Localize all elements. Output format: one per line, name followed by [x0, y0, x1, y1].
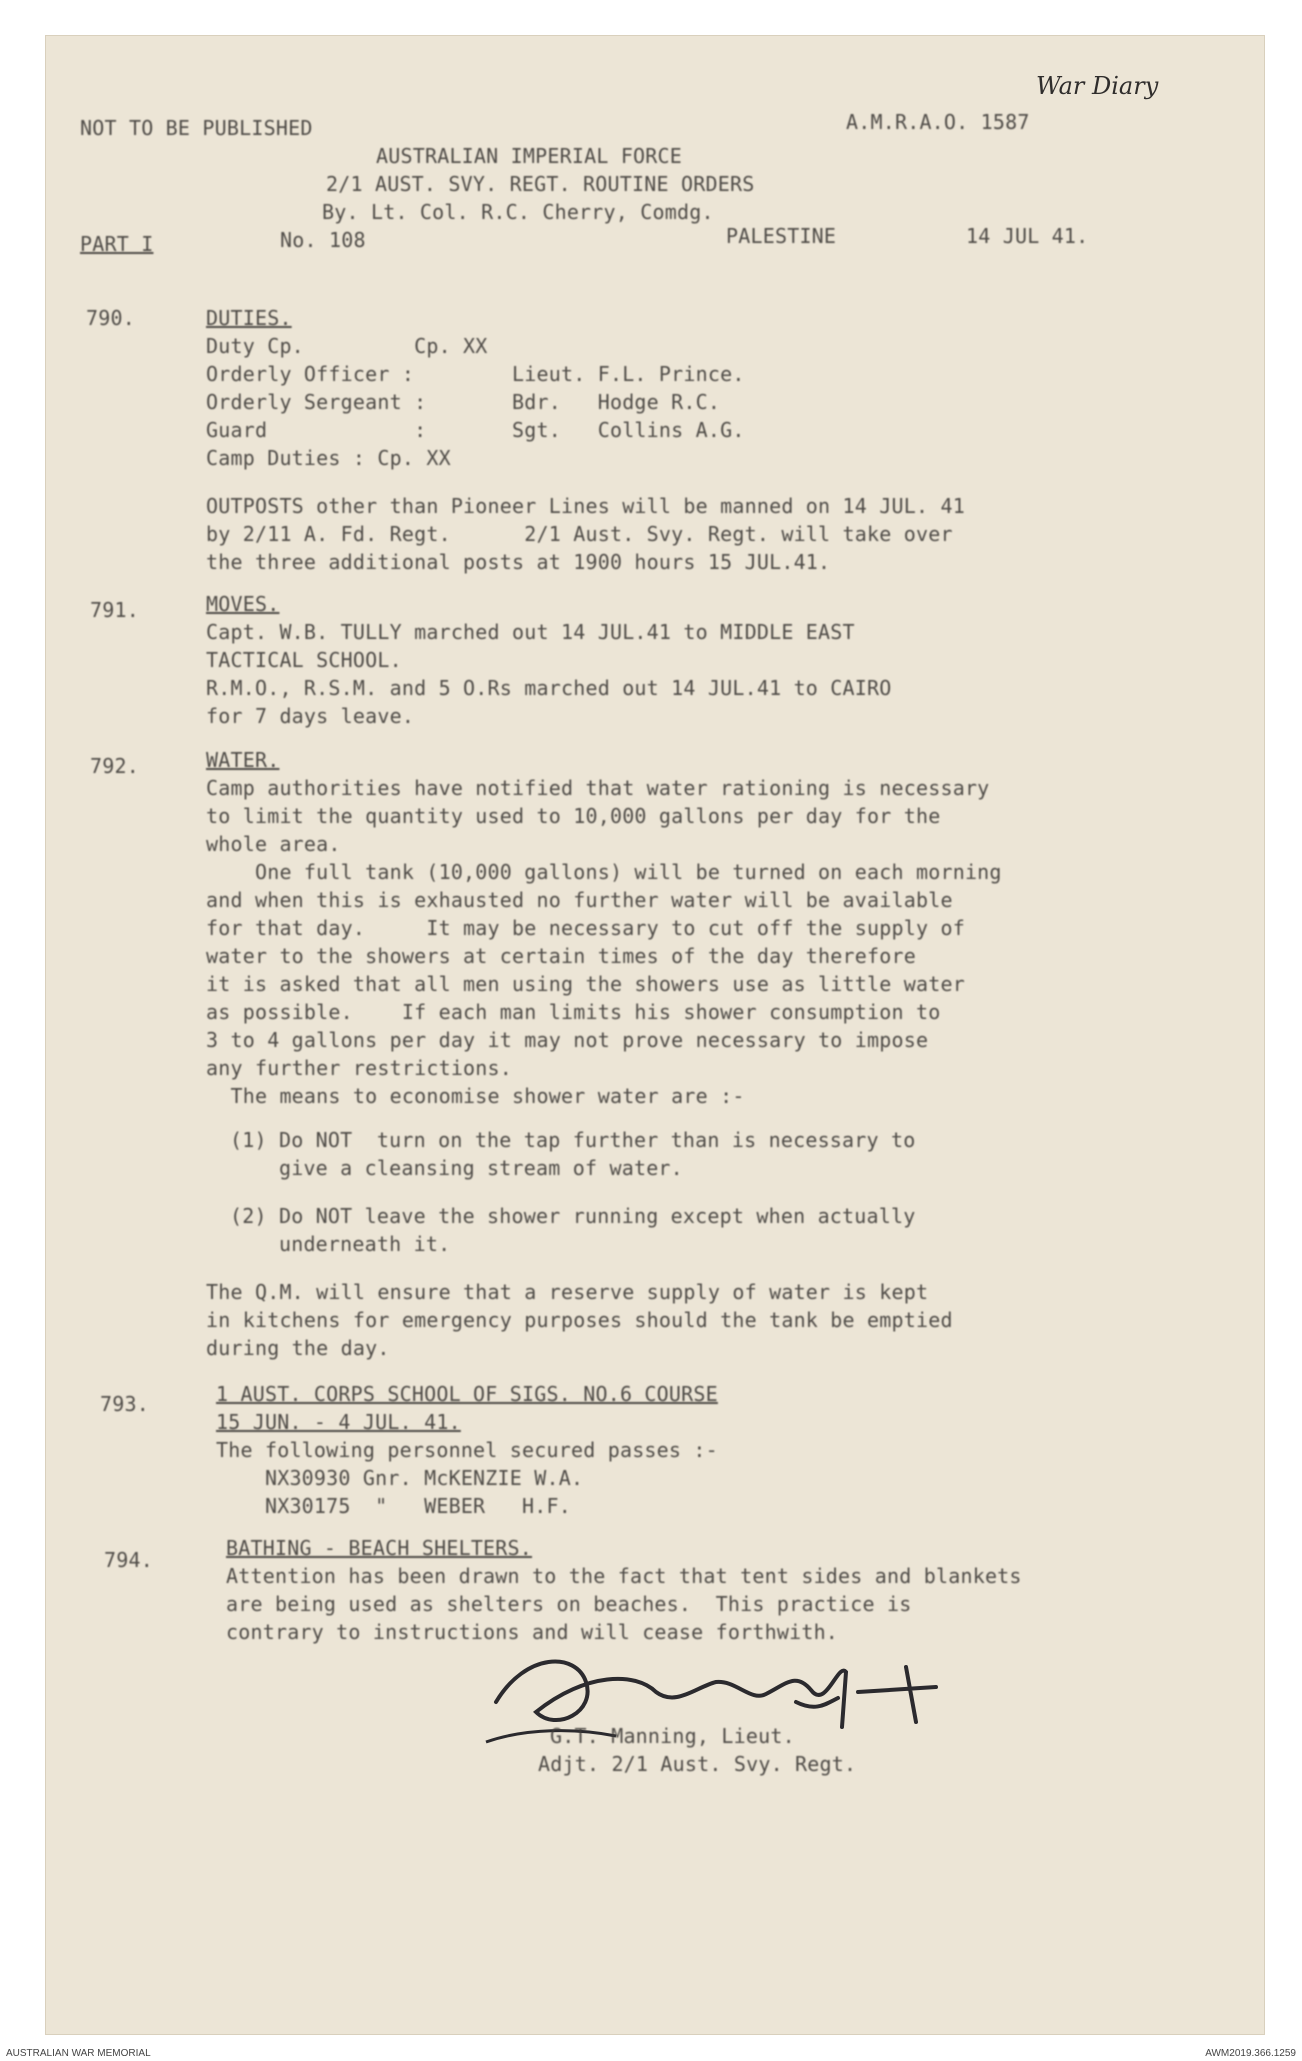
item-number: 793. — [100, 1392, 149, 1416]
unit-orders-title: 2/1 AUST. SVY. REGT. ROUTINE ORDERS — [326, 172, 755, 196]
duty-line: Camp Duties : Cp. XX — [206, 446, 451, 470]
item-title: MOVES. — [206, 592, 280, 616]
item-number: 794. — [104, 1548, 153, 1572]
footer-id: AWM2019.366.1259 — [1205, 2048, 1296, 2059]
commander-line: By. Lt. Col. R.C. Cherry, Comdg. — [322, 200, 714, 224]
paragraph-line: for 7 days leave. — [206, 704, 415, 728]
item-number: 790. — [86, 306, 135, 330]
reference-number: A.M.R.A.O. 1587 — [846, 110, 1030, 134]
order-date: 14 JUL 41. — [966, 224, 1089, 248]
part-label: PART I — [80, 232, 154, 256]
paragraph-line: for that day. It may be necessary to cut off the supply of — [206, 916, 965, 940]
paragraph-line: any further restrictions. — [206, 1056, 513, 1080]
item-title: DUTIES. — [206, 306, 292, 330]
paragraph-line: Camp authorities have notified that water rationing is necessary — [206, 776, 990, 800]
item-number: 792. — [90, 754, 139, 778]
place-label: PALESTINE — [726, 224, 837, 248]
paragraph-line: it is asked that all men using the showers use as little water — [206, 972, 965, 996]
paragraph-line: OUTPOSTS other than Pioneer Lines will be manned on 14 JUL. 41 — [206, 494, 965, 518]
paragraph-line: contrary to instructions and will cease forthwith. — [226, 1620, 839, 1644]
duty-line: Duty Cp. Cp. XX — [206, 334, 488, 358]
paragraph-line: during the day. — [206, 1336, 390, 1360]
sub-item-line: (1) Do NOT turn on the tap further than is necessary to — [230, 1128, 916, 1152]
paragraph-line: 3 to 4 gallons per day it may not prove necessary to impose — [206, 1028, 929, 1052]
paragraph-line: TACTICAL SCHOOL. — [206, 648, 402, 672]
signatory-name: G.T. Manning, Lieut. — [550, 1724, 795, 1748]
paragraph-line: by 2/11 A. Fd. Regt. 2/1 Aust. Svy. Regt. will take over — [206, 522, 953, 546]
signatory-title: Adjt. 2/1 Aust. Svy. Regt. — [538, 1752, 857, 1776]
paragraph-line: in kitchens for emergency purposes should the tank be emptied — [206, 1308, 953, 1332]
paragraph-line: The following personnel secured passes :- — [216, 1438, 718, 1462]
paragraph-line: and when this is exhausted no further water will be available — [206, 888, 953, 912]
paragraph-line: The means to economise shower water are :- — [206, 1084, 745, 1108]
sub-item-line: (2) Do NOT leave the shower running except when actually — [230, 1204, 916, 1228]
paragraph-line: to limit the quantity used to 10,000 gallons per day for the — [206, 804, 941, 828]
duty-line: Orderly Sergeant : Bdr. Hodge R.C. — [206, 390, 721, 414]
paragraph-line: are being used as shelters on beaches. This practice is — [226, 1592, 912, 1616]
item-title: BATHING - BEACH SHELTERS. — [226, 1536, 533, 1560]
duty-line: Guard : Sgt. Collins A.G. — [206, 418, 745, 442]
document-page — [46, 36, 1264, 2034]
paragraph-line: as possible. If each man limits his shower consumption to — [206, 1000, 941, 1024]
duty-line: Orderly Officer : Lieut. F.L. Prince. — [206, 362, 745, 386]
item-title: 1 AUST. CORPS SCHOOL OF SIGS. NO.6 COURSE — [216, 1382, 718, 1406]
paragraph-line: Capt. W.B. TULLY marched out 14 JUL.41 to MIDDLE EAST — [206, 620, 855, 644]
paragraph-line: the three additional posts at 1900 hours 15 JUL.41. — [206, 550, 831, 574]
paragraph-line: NX30930 Gnr. McKENZIE W.A. — [216, 1466, 584, 1490]
item-title: WATER. — [206, 748, 280, 772]
paragraph-line: Attention has been drawn to the fact that tent sides and blankets — [226, 1564, 1022, 1588]
paragraph-line: R.M.O., R.S.M. and 5 O.Rs marched out 14 JUL.41 to CAIRO — [206, 676, 892, 700]
paragraph-line: The Q.M. will ensure that a reserve supply of water is kept — [206, 1280, 929, 1304]
order-number: No. 108 — [280, 228, 366, 252]
sub-item-line: underneath it. — [230, 1232, 451, 1256]
paragraph-line: One full tank (10,000 gallons) will be turned on each morning — [206, 860, 1002, 884]
footer-credit: AUSTRALIAN WAR MEMORIAL — [6, 2048, 151, 2059]
not-published-label: NOT TO BE PUBLISHED — [80, 116, 313, 140]
paragraph-line: NX30175 " WEBER H.F. — [216, 1494, 571, 1518]
sub-item-line: give a cleansing stream of water. — [230, 1156, 683, 1180]
item-number: 791. — [90, 598, 139, 622]
paragraph-line: water to the showers at certain times of the day therefore — [206, 944, 916, 968]
paragraph-line: whole area. — [206, 832, 341, 856]
handwritten-note: War Diary — [1036, 72, 1159, 100]
force-title: AUSTRALIAN IMPERIAL FORCE — [376, 144, 683, 168]
item-subtitle: 15 JUN. - 4 JUL. 41. — [216, 1410, 461, 1434]
